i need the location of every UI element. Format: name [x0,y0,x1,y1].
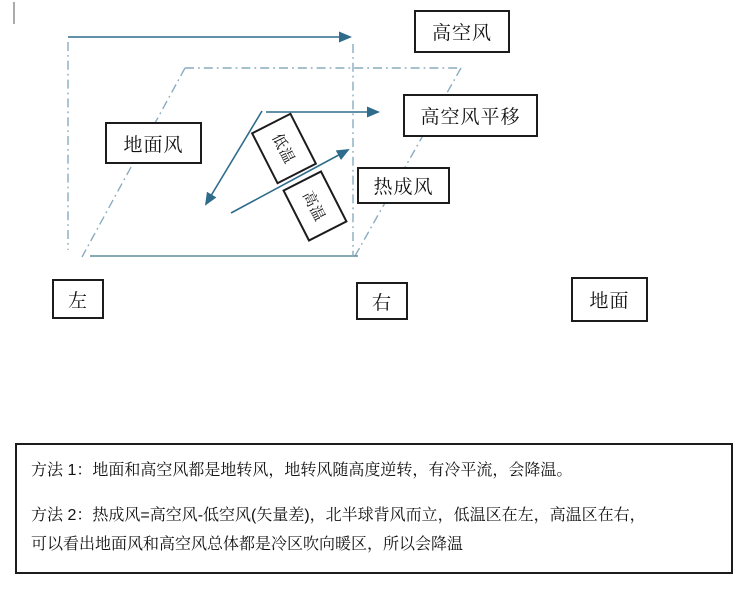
surface-wind-box [105,122,202,164]
upper-wind-shift-box [403,94,538,137]
thermal-wind-box [357,167,450,204]
high-temp-label: 高温 [299,188,329,225]
notes-box [15,443,733,574]
left-box [52,279,104,319]
low-temp-label: 低温 [268,130,298,168]
right-label: 右 [371,292,392,314]
surface-wind-arrow [206,111,262,204]
surface-wind-label: 地面风 [123,134,184,156]
upper-wind-shift-label: 高空风平移 [420,107,521,128]
right-box [356,282,408,320]
thermal-wind-label: 热成风 [373,177,434,198]
ground-label: 地面 [589,291,630,312]
upper-wind-label: 高空风 [431,23,492,44]
method1-text: 方法 1：地面和高空风都是地转风，地转风随高度逆转，有冷平流，会降温。 [31,462,573,479]
method2-text-line2: 可以看出地面风和高空风总体都是冷区吹向暖区，所以会降温 [31,536,464,553]
ground-box [571,277,648,322]
upper-wind-box [414,10,510,53]
text-cursor-mark [13,2,15,24]
left-label: 左 [67,290,88,312]
method2-text-line1: 方法 2：热成风=高空风-低空风(矢量差)，北半球背风而立，低温区在左，高温区在右， [31,507,646,524]
